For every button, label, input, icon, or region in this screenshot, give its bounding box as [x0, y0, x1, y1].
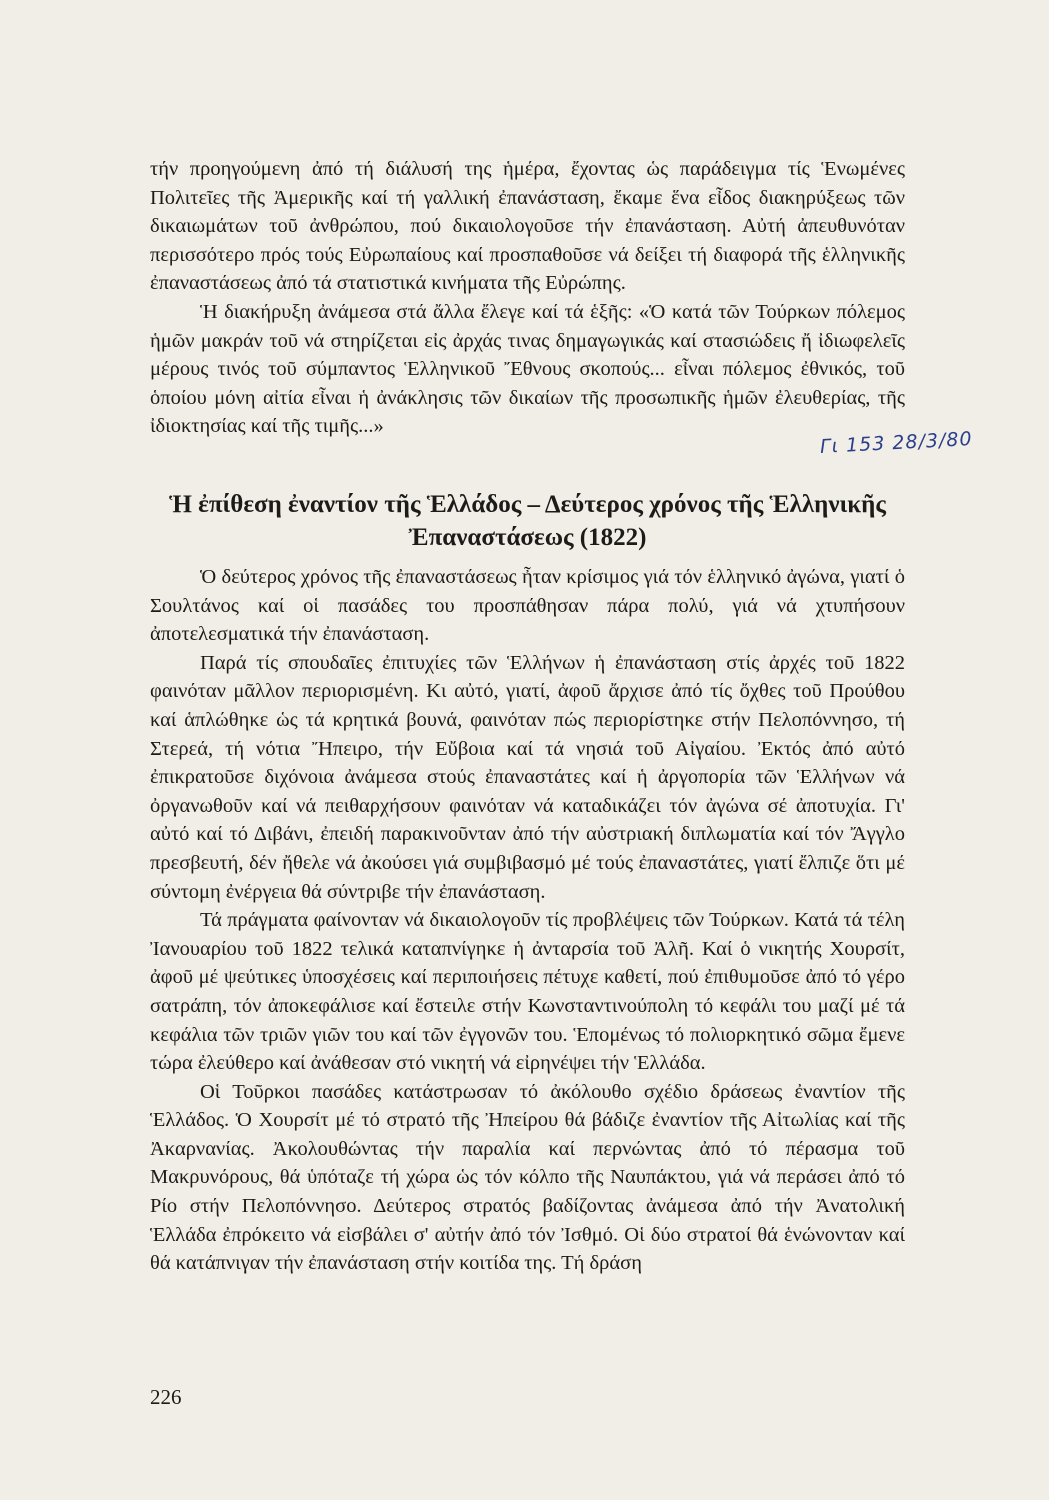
body-paragraph-4: Οἱ Τοῦρκοι πασάδες κατάστρωσαν τό ἀκόλουθο σχέδιο δράσεως ἐναντίον τῆς Ἑλλάδος. Ὁ Χουρσίτ μέ τό στρατό τῆς Ἠπείρου θά βάδιζε ἐναντίον τῆς Αἰτωλίας καί τῆς Ἀκαρνανίας. Ἀκολουθώντας τήν παραλία καί περνώντας ἀπό τό πέρασμα τοῦ Μακρυνόρους, θά ὑπόταζε τή χώρα ὡς τόν κόλπο τῆς Ναυπάκτου, γιά νά περάσει ἀπό τό Ρίο στήν Πελοπόννησο. Δεύτερος στρατός βαδίζοντας ἀνάμεσα ἀπό τήν Ἀνατολική Ἑλλάδα ἐπρόκειτο νά εἰσβάλει σ' αὐτήν ἀπό τόν Ἰσθμό. Οἱ δύο στρατοί θά ἑνώνονταν καί θά κατάπνιγαν τήν ἐπανάσταση στήν κοιτίδα της. Τή δράση — [150, 1080, 905, 1275]
intro-text — [150, 155, 905, 441]
intro-paragraph-2: Ἡ διακήρυξη ἀνάμεσα στά ἄλλα ἔλεγε καί τά ἑξῆς: «Ὁ κατά τῶν Τούρκων πόλεμος ἡμῶν μακράν τοῦ νά στηρίζεται εἰς ἀρχάς τινας δημαγωγικάς καί στασιώδεις ἤ ἰδιωφελεῖς μέρους τινός τοῦ σύμπαντος Ἑλληνικοῦ Ἔθνους σκοπούς... εἶναι πόλεμος ἐθνικός, τοῦ ὁποίου μόνη αἰτία εἶναι ἡ ἀνάκλησις τῶν δικαίων τῆς προσωπικῆς ἡμῶν ἐλευθερίας, τῆς ἰδιοκτησίας καί τῆς τιμῆς...» — [150, 300, 905, 438]
body-paragraph-2: Παρά τίς σπουδαῖες ἐπιτυχίες τῶν Ἑλλήνων ἡ ἐπανάσταση στίς ἀρχές τοῦ 1822 φαινόταν μᾶλλον περιορισμένη. Κι αὐτό, γιατί, ἀφοῦ ἄρχισε ἀπό τίς ὄχθες τοῦ Προύθου καί ἁπλώθηκε ὡς τά κρητικά βουνά, φαινόταν πώς περιορίστηκε στήν Πελοπόννησο, τή Στερεά, τή νότια Ἤπειρο, τήν Εὔβοια καί τά νησιά τοῦ Αἰγαίου. Ἐκτός ἀπό αὐτό ἐπικρατοῦσε διχόνοια ἀνάμεσα στούς ἐπαναστάτες καί ἡ ἀργοπορία τῶν Ἑλλήνων νά ὀργανωθοῦν καί νά πειθαρχήσουν φαινόταν νά καταδικάζει τόν ἀγώνα σέ ἀποτυχία. Γι' αὐτό καί τό Διβάνι, ἐπειδή παρακινοῦνταν ἀπό τήν αὐστριακή διπλωματία καί τόν Ἄγγλο πρεσβευτή, δέν ἤθελε νά ἀκούσει γιά συμβιβασμό μέ τούς ἐπαναστάτες, γιατί ἔλπιζε ὅτι μέ σύντομη ἐνέργεια θά σύντριβε τήν ἐπανάσταση. — [150, 651, 905, 903]
intro-paragraph-1: τήν προηγούμενη ἀπό τή διάλυσή της ἡμέρα, ἔχοντας ὡς παράδειγμα τίς Ἑνωμένες Πολιτεῖες τῆς Ἀμερικῆς καί τή γαλλική ἐπανάσταση, ἔκαμε ἕνα εἶδος διακηρύξεως τῶν δικαιωμάτων τοῦ ἀνθρώπου, πού δικαιολογοῦσε τήν ἐπανάσταση. Αὐτή ἀπευθυνόταν περισσότερο πρός τούς Εὐρωπαίους καί προσπαθοῦσε νά δείξει τή διαφορά τῆς ἑλληνικῆς ἐπαναστάσεως ἀπό τά στατιστικά κινήματα τῆς Εὐρώπης. — [150, 158, 905, 295]
section-heading-line-1: Ἡ ἐπίθεση ἐναντίον τῆς Ἑλλάδος – Δεύτερος χρόνος τῆς Ἑλληνικῆς — [169, 491, 886, 518]
body-paragraph-3: Τά πράγματα φαίνονταν νά δικαιολογοῦν τίς προβλέψεις τῶν Τούρκων. Κατά τά τέλη Ἰανουαρίου τοῦ 1822 τελικά καταπνίγηκε ἡ ἀνταρσία τοῦ Ἀλῆ. Καί ὁ νικητής Χουρσίτ, ἀφοῦ μέ ψεύτικες ὑποσχέσεις καί περιποιήσεις πέτυχε καθετί, πού ἐπιθυμοῦσε ἀπό τό γέρο σατράπη, τόν ἀποκεφάλισε καί ἔστειλε στήν Κωνσταντινούπολη τό κεφάλι του μαζί μέ τά κεφάλια τῶν τριῶν γιῶν του καί τῶν ἐγγονῶν του. Ἑπομένως τό πολιορκητικό σῶμα ἔμενε τώρα ἐλεύθερο καί ἀνάθεσαν στό νικητή νά εἰρηνέψει τήν Ἑλλάδα. — [150, 909, 905, 1075]
body-text — [150, 563, 905, 1278]
handwritten-note: Γι 153 28/3/80 — [819, 428, 974, 458]
body-paragraph-1: Ὁ δεύτερος χρόνος τῆς ἐπαναστάσεως ἦταν κρίσιμος γιά τόν ἑλληνικό ἀγώνα, γιατί ὁ Σουλτάνος καί οἱ πασάδες του προσπάθησαν πάρα πολύ, γιά νά χτυπήσουν ἀποτελεσματικά τήν ἐπανάσταση. — [150, 566, 905, 646]
section-heading-line-2: Ἐπαναστάσεως (1822) — [408, 524, 647, 551]
page-number: 226 — [150, 1385, 182, 1409]
section-heading — [150, 488, 905, 554]
